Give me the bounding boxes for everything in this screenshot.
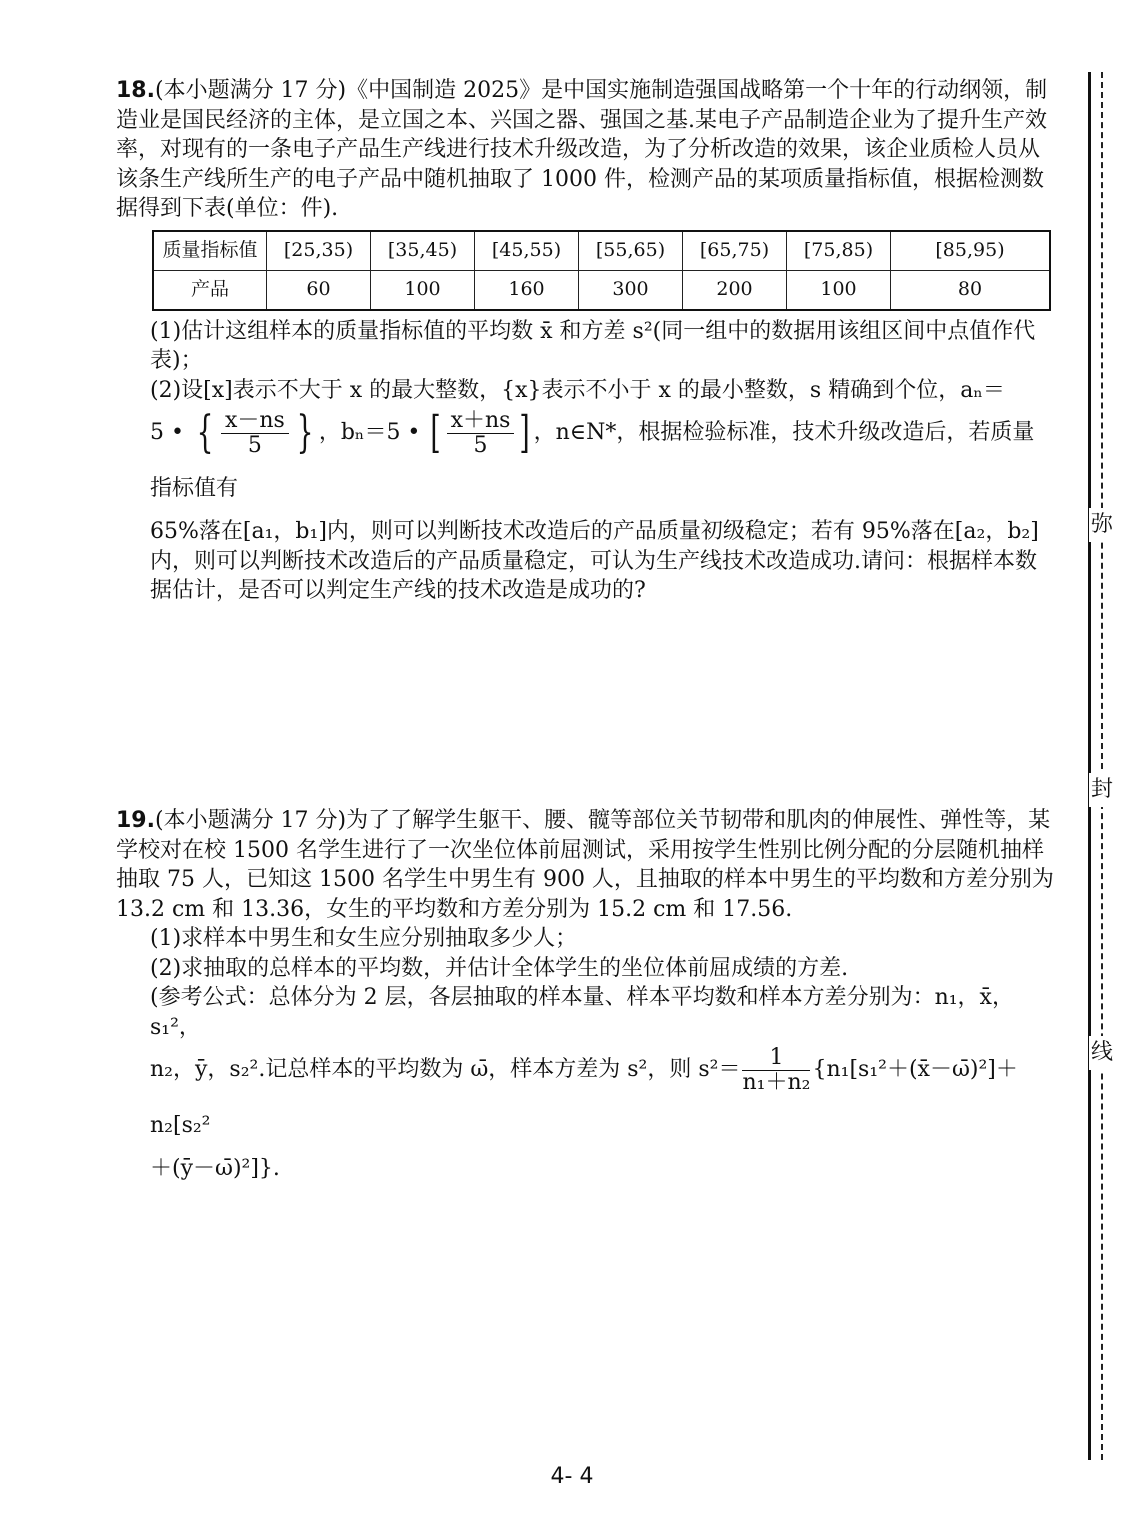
binding-label-mid: 封 (1089, 773, 1115, 807)
bracket-right: ] (519, 407, 531, 458)
fraction-denominator: 5 (473, 432, 488, 458)
fraction-denominator: 5 (247, 432, 262, 458)
table-cell: 300 (579, 270, 683, 310)
fraction-numerator: 1 (742, 1046, 810, 1071)
table-header-cell: 质量指标值 (153, 231, 267, 271)
q19-reference-line1: (参考公式：总体分为 2 层，各层抽取的样本量、样本平均数和样本方差分别为：n₁，x̄，s₁²， (150, 985, 1014, 1040)
q19-intro (116, 806, 1056, 924)
q19-formula-text: {n₁[s₁²＋(x̄－ω̄)²]＋n₂[s₂² (150, 1057, 1018, 1138)
page-number: 4- 4 (550, 1464, 594, 1489)
q18-frequency-table (152, 230, 1051, 311)
q19-part2: (2)求抽取的总样本的平均数，并估计全体学生的坐位体前屈成绩的方差. (150, 955, 849, 981)
question-18 (116, 76, 1056, 606)
q18-formula-text: ，n∈N*，根据检验标准，技术升级改造后，若质量指标值有 (150, 420, 1035, 501)
q19-part1: (1)求样本中男生和女生应分别抽取多少人； (150, 926, 578, 951)
q19-intro-text: (本小题满分 17 分)为了了解学生躯干、腰、髋等部位关节韧带和肌肉的伸展性、弹性等，某学校对在校 1500 名学生进行了一次坐位体前屈测试，采用按学生性别比例分配的分层随机抽样抽取 75 人，已知这 1500 名学生中男生有 900 人，且抽取的样本中男生的平均数和方差分别为 13.2 cm 和 13.36，女生的平均数和方差分别为 15.2 cm 和 17.56. (116, 808, 1054, 922)
table-cell: [65,75) (683, 231, 787, 271)
q19-number: 19. (116, 808, 155, 833)
bracket-left: [ (430, 407, 442, 458)
fraction-denominator: n₁＋n₂ (742, 1069, 811, 1095)
table-cell: [75,85) (787, 231, 891, 271)
table-cell: 100 (787, 270, 891, 310)
q18-intro-text: (本小题满分 17 分)《中国制造 2025》是中国实施制造强国战略第一个十年的行动纲领，制造业是国民经济的主体，是立国之本、兴国之器、强国之基.某电子产品制造企业为了提升生产效率，对现有的一条电子产品生产线进行技术升级改造，为了分析改造的效果，该企业质检人员从该条生产线所生产的电子产品中随机抽取了 1000 件，检测产品的某项质量指标值，根据检测数据得到下表(单位：件). (116, 78, 1048, 221)
q18-formula-text: 5 • (150, 420, 191, 445)
q19-formula-text: n₂，ȳ，s₂².记总样本的平均数为 ω̄，样本方差为 s²，则 s²＝ (150, 1057, 741, 1082)
binding-label-top: 弥 (1089, 508, 1115, 542)
brace-left: { (196, 407, 214, 458)
table-row (153, 231, 1050, 271)
q18-part2-line1: (2)设[x]表示不大于 x 的最大整数，{x}表示不小于 x 的最小整数，s 精确到个位，aₙ＝ (150, 377, 1005, 403)
table-cell: [35,45) (371, 231, 475, 271)
brace-right: } (296, 407, 314, 458)
binding-dashed-line (1101, 72, 1103, 1460)
fraction-numerator: x＋ns (447, 409, 515, 434)
table-row (153, 270, 1050, 310)
table-cell: [45,55) (475, 231, 579, 271)
table-cell: 160 (475, 270, 579, 310)
fraction (221, 409, 289, 458)
binding-label-bottom: 线 (1089, 1036, 1115, 1070)
table-cell: 60 (267, 270, 371, 310)
table-header-cell: 产品 (153, 270, 267, 310)
q18-part2-formula-line (116, 405, 1056, 517)
table-cell: [25,35) (267, 231, 371, 271)
q18-number: 18. (116, 78, 155, 103)
fraction-numerator: x－ns (221, 409, 289, 434)
table-cell: [85,95) (891, 231, 1051, 271)
q18-intro (116, 76, 1056, 224)
table-cell: 100 (371, 270, 475, 310)
q18-formula-text: ，bₙ＝5 • (318, 420, 428, 445)
question-19 (116, 806, 1056, 1184)
table-cell: 80 (891, 270, 1051, 310)
fraction (447, 409, 515, 458)
binding-solid-line (1088, 72, 1091, 1460)
fraction (742, 1046, 810, 1095)
table-cell: 200 (683, 270, 787, 310)
q19-reference-formula-line (116, 1042, 1056, 1154)
table-cell: [55,65) (579, 231, 683, 271)
q18-part1: (1)估计这组样本的质量指标值的平均数 x̄ 和方差 s²(同一组中的数据用该组区间中点值作代表)； (150, 318, 1036, 373)
q18-part2-rest: 65%落在[a₁，b₁]内，则可以判断技术改造后的产品质量初级稳定；若有 95%落在[a₂，b₂]内，则可以判断技术改造后的产品质量稳定，可认为生产线技术改造成功.请问：根据样本数据估计，是否可以判定生产线的技术改造是成功的? (150, 519, 1039, 603)
q19-reference-line3: ＋(ȳ－ω̄)²]}. (150, 1156, 280, 1181)
